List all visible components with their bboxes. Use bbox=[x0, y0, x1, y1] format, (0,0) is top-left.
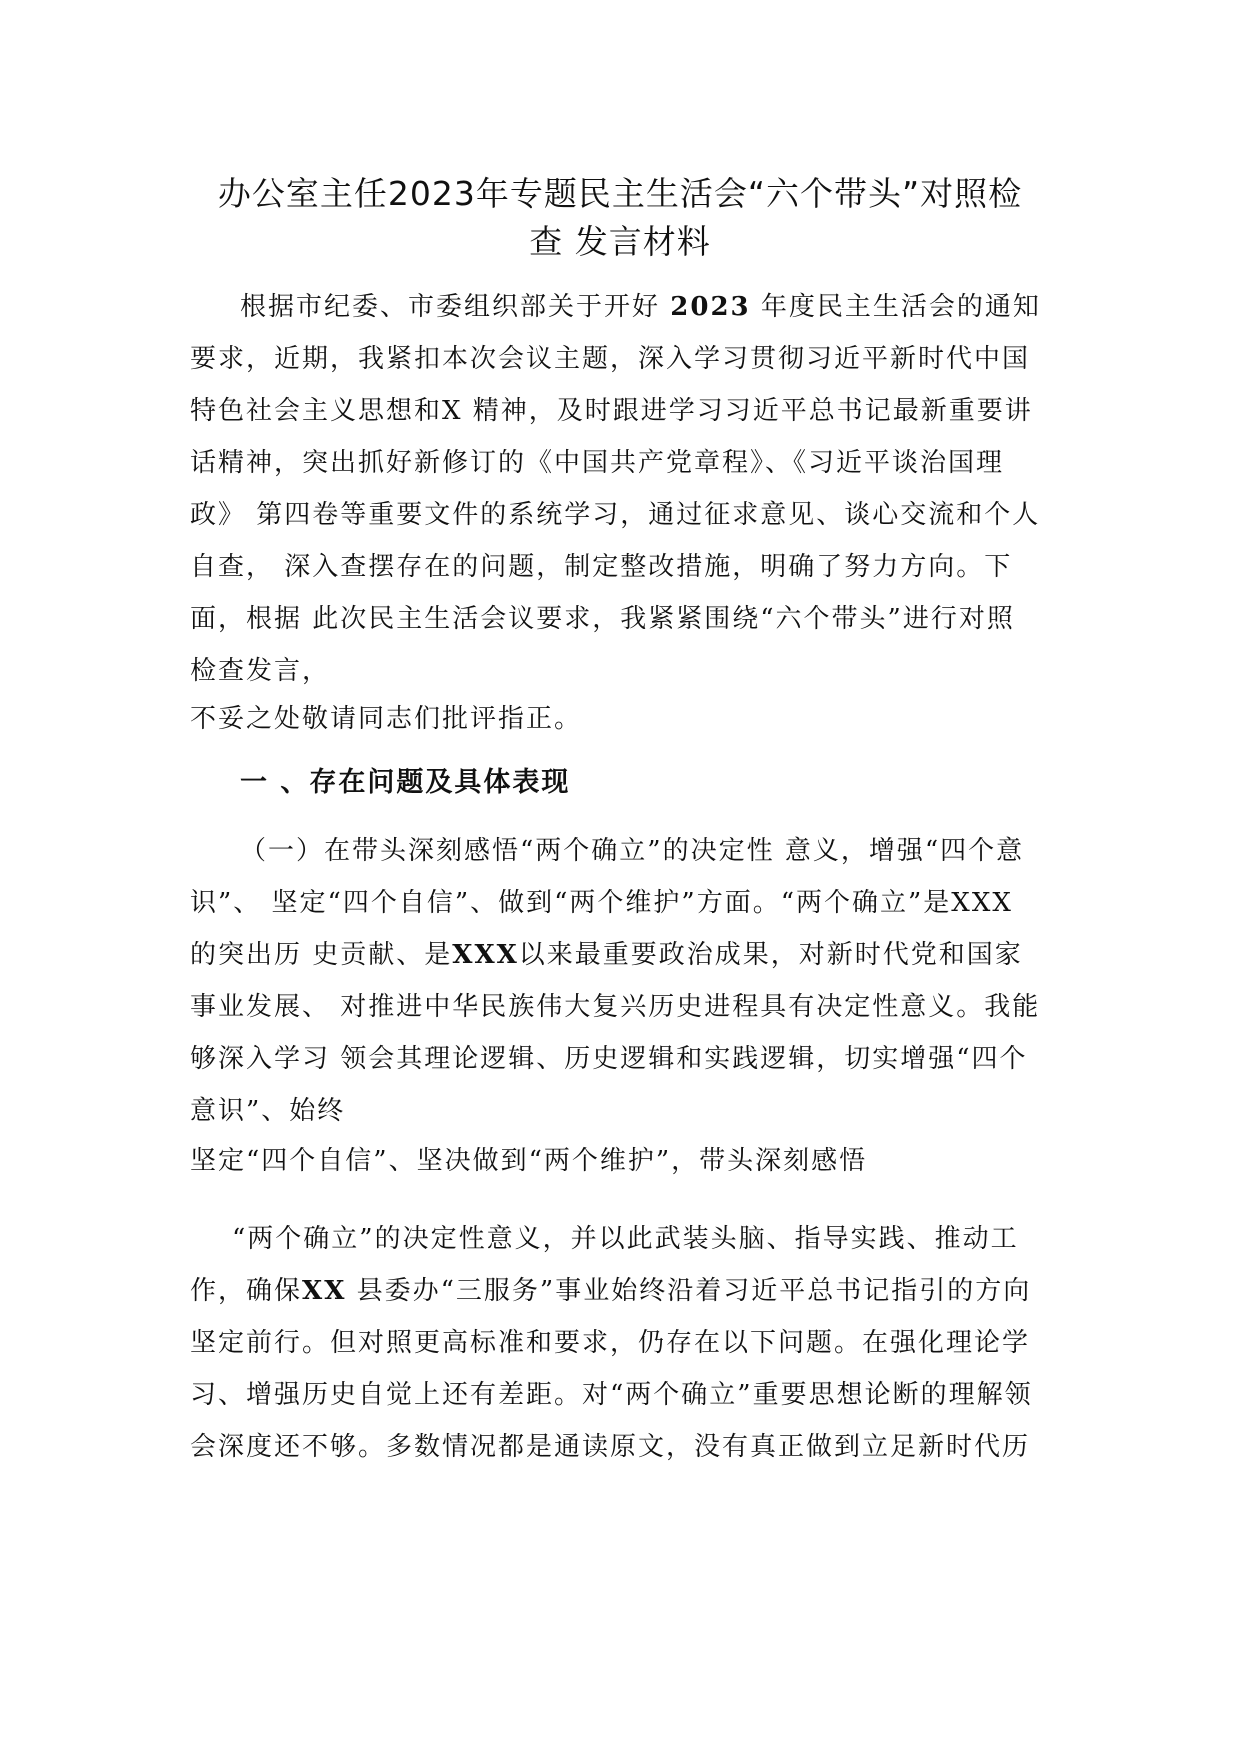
document-title-line-2: 查 发言材料 bbox=[529, 222, 711, 261]
paragraph-3-line-4: 习、增强历史自觉上还有差距。对“两个确立”重要思想论断的理解领 bbox=[190, 1380, 1033, 1410]
paragraph-1-line-4: 话精神，突出抓好新修订的《中国共产党章程》、《习近平谈治国理 bbox=[190, 448, 1005, 478]
paragraph-1-line-1 bbox=[240, 286, 1041, 323]
paragraph-2-line-5: 够深入学习 领会其理论逻辑、历史逻辑和实践逻辑，切实增强“四个 bbox=[190, 1044, 1028, 1074]
text-run: 年度民主生活会的通知 bbox=[750, 292, 1041, 322]
text-run: 的突出历 史贡献、是 bbox=[190, 940, 453, 970]
paragraph-1-line-8: 检查发言， bbox=[190, 656, 331, 686]
placeholder-xxx: XXX bbox=[452, 940, 519, 970]
paragraph-1-line-2: 要求，近期，我紧扣本次会议主题，深入学习贯彻习近平新时代中国 bbox=[190, 344, 1031, 374]
text-run: 根据市纪委、市委组织部关于开好 bbox=[240, 292, 671, 322]
text-run: 县委办“三服务”事业始终沿着习近平总书记指引的方向 bbox=[346, 1276, 1032, 1306]
paragraph-1-line-3: 特色社会主义思想和X 精神，及时跟进学习习近平总书记最新重要讲 bbox=[190, 396, 1033, 426]
year-value: 2023 bbox=[670, 292, 751, 322]
paragraph-1-line-5: 政》 第四卷等重要文件的系统学习，通过征求意见、谈心交流和个人 bbox=[190, 500, 1041, 530]
paragraph-1-line-6: 自查， 深入查摆存在的问题，制定整改措施，明确了努力方向。下 bbox=[190, 552, 1013, 582]
paragraph-3-line-3: 坚定前行。但对照更高标准和要求，仍存在以下问题。在强化理论学 bbox=[190, 1328, 1031, 1358]
paragraph-2-line-6: 意识”、始终 bbox=[190, 1096, 346, 1126]
document-title-line-1: 办公室主任2023年专题民主生活会“六个带头”对照检 bbox=[217, 174, 1023, 213]
paragraph-1-line-9: 不妥之处敬请同志们批评指正。 bbox=[190, 704, 583, 734]
paragraph-3-line-2 bbox=[190, 1270, 1031, 1307]
paragraph-3-line-5: 会深度还不够。多数情况都是通读原文，没有真正做到立足新时代历 bbox=[190, 1432, 1031, 1462]
text-run: 作，确保 bbox=[190, 1276, 303, 1306]
paragraph-2-line-4: 事业发展、 对推进中华民族伟大复兴历史进程具有决定性意义。我能 bbox=[190, 992, 1041, 1022]
placeholder-xx: XX bbox=[302, 1276, 347, 1306]
paragraph-1-line-7: 面，根据 此次民主生活会议要求，我紧紧围绕“六个带头”进行对照 bbox=[190, 604, 1015, 634]
paragraph-2-line-2: 识”、 坚定“四个自信”、做到“两个维护”方面。“两个确立”是XXX bbox=[190, 888, 1013, 918]
paragraph-2-line-3 bbox=[190, 934, 1023, 971]
section-heading-1: 一 、存在问题及具体表现 bbox=[240, 767, 571, 798]
paragraph-2-line-1: （一）在带头深刻感悟“两个确立”的决定性 意义，增强“四个意 bbox=[240, 836, 1025, 866]
paragraph-2-line-7: 坚定“四个自信”、坚决做到“两个维护”，带头深刻感悟 bbox=[190, 1146, 868, 1176]
paragraph-3-line-1: “两个确立”的决定性意义，并以此武装头脑、指导实践、推动工 bbox=[232, 1224, 1019, 1254]
text-run: 以来最重要政治成果，对新时代党和国家 bbox=[518, 940, 1023, 970]
